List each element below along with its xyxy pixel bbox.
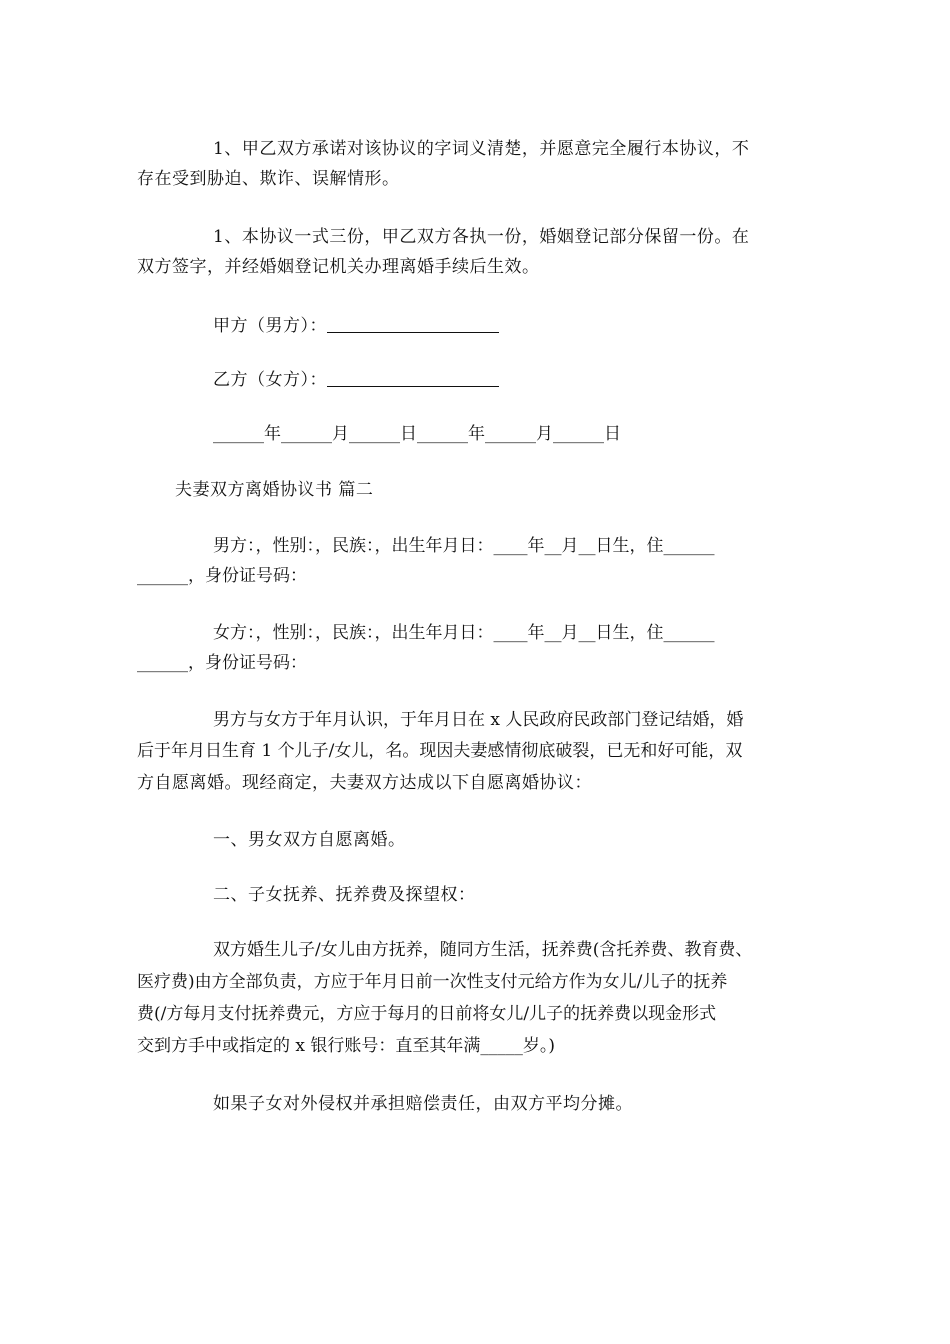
date-line: ______年______月______日______年______月______日	[213, 424, 621, 444]
female-info-line-2: ______，身份证号码：	[137, 653, 307, 673]
female-info-line-1: 女方：，性别：，民族：，出生年月日：____年__月__日生，住______	[213, 623, 715, 643]
custody-line-1: 双方婚生儿子/女儿由方抚养，随同方生活，抚养费(含托养费、教育费、	[213, 940, 753, 960]
male-info-line-1: 男方：，性别：，民族：，出生年月日：____年__月__日生，住______	[213, 536, 715, 556]
intro-line-3: 方自愿离婚。现经商定，夫妻双方达成以下自愿离婚协议：	[137, 773, 592, 793]
intro-line-1: 男方与女方于年月认识，于年月日在 x 人民政府民政部门登记结婚，婚	[213, 710, 744, 730]
clause-2-heading: 二、子女抚养、抚养费及探望权：	[213, 885, 476, 905]
custody-line-3: 费(/方每月支付抚养费元，方应于每月的日前将女儿/儿子的抚养费以现金形式	[137, 1004, 717, 1024]
intro-line-2: 后于年月日生育 1 个儿子/女儿，名。现因夫妻感情彻底破裂，已无和好可能，双	[137, 741, 743, 761]
signature-party-a-blank	[327, 332, 499, 333]
section-title: 夫妻双方离婚协议书 篇二	[175, 480, 374, 500]
para-commitment-line-2: 存在受到胁迫、欺诈、误解情形。	[137, 169, 400, 189]
signature-party-b-blank	[327, 386, 499, 387]
custody-line-4: 交到方手中或指定的 x 银行账号：直至其年满_____岁。)	[137, 1036, 556, 1056]
signature-party-b	[213, 372, 499, 389]
clause-1: 一、男女双方自愿离婚。	[213, 830, 406, 850]
signature-party-a-label: 甲方（男方）：	[213, 316, 327, 336]
signature-party-b-label: 乙方（女方）：	[213, 370, 327, 390]
para-copies-line-1: 1、本协议一式三份，甲乙双方各执一份，婚姻登记部分保留一份。在	[213, 227, 750, 247]
male-info-line-2: ______，身份证号码：	[137, 566, 307, 586]
liability-clause: 如果子女对外侵权并承担赔偿责任，由双方平均分摊。	[213, 1094, 633, 1114]
custody-line-2: 医疗费)由方全部负责，方应于年月日前一次性支付元给方作为女儿/儿子的抚养	[137, 972, 728, 992]
para-commitment-line-1: 1、甲乙双方承诺对该协议的字词义清楚，并愿意完全履行本协议，不	[213, 139, 750, 159]
signature-party-a	[213, 318, 499, 335]
para-copies-line-2: 双方签字，并经婚姻登记机关办理离婚手续后生效。	[137, 257, 540, 277]
